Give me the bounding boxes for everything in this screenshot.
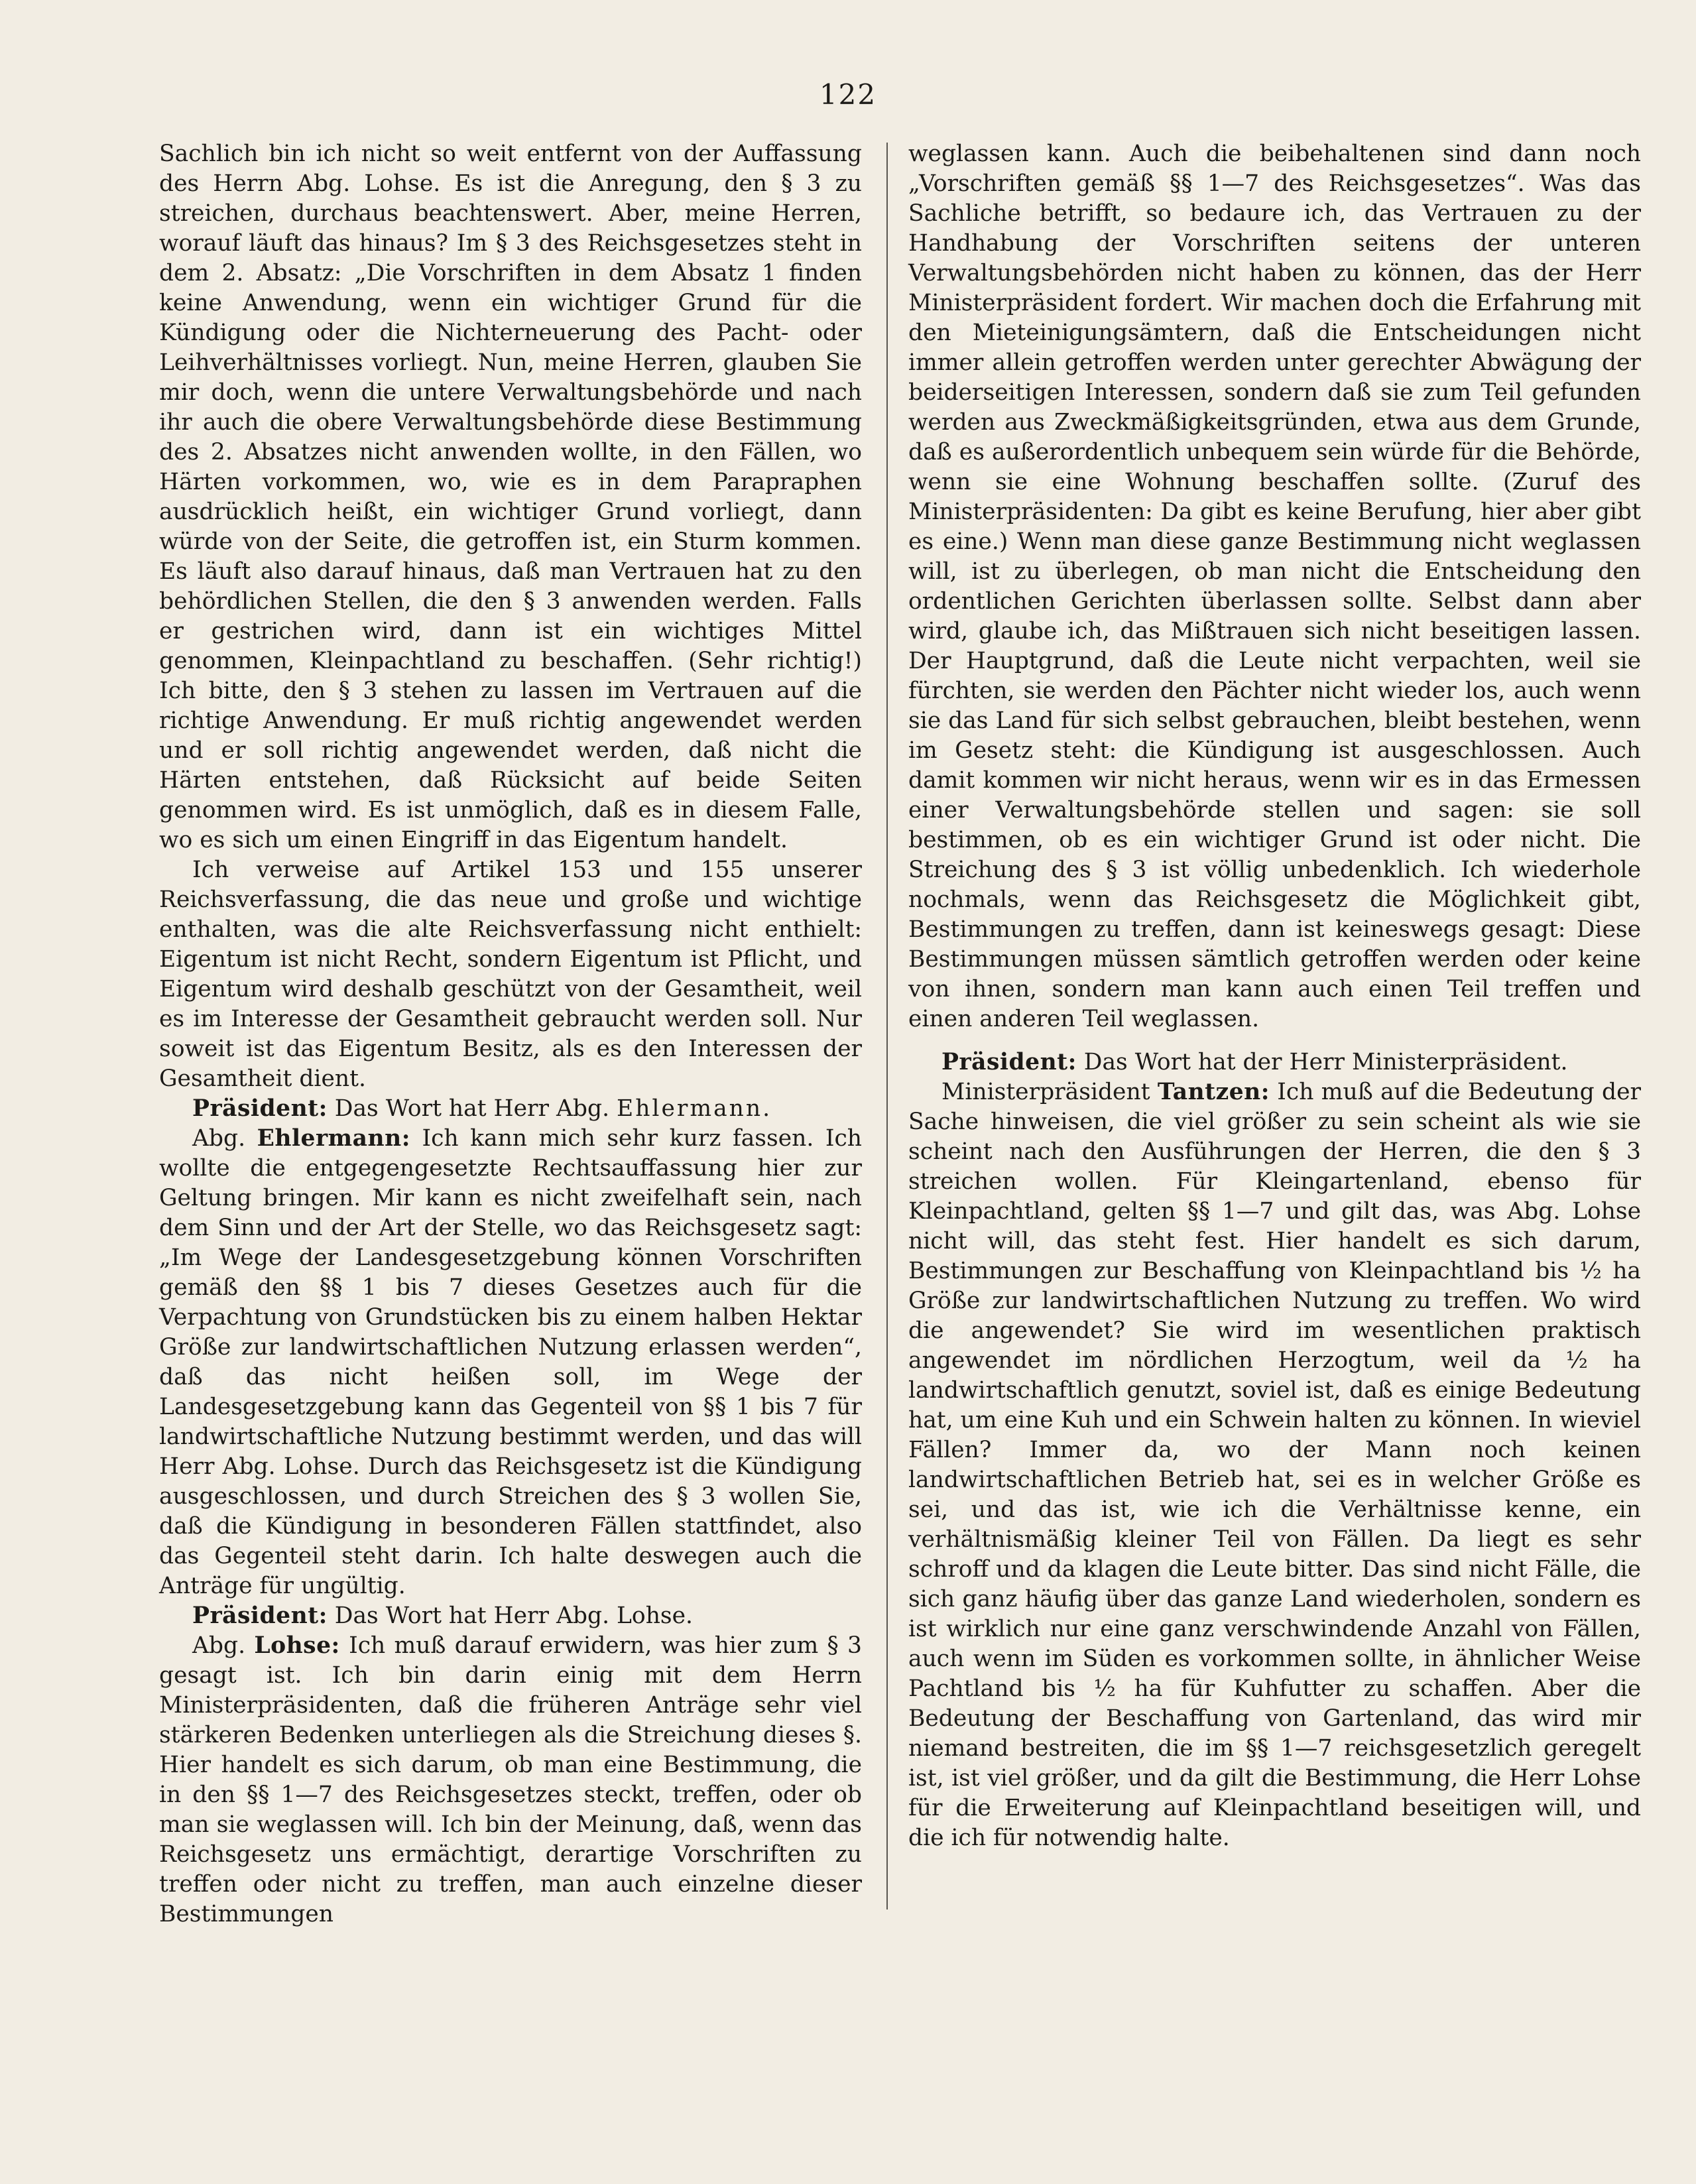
speaker-paragraph — [908, 1048, 1641, 1077]
paragraph: Ich verweise auf Artikel 153 und 155 unserer Reichsverfassung, die das neue und große und wichtige enthalten, was die alte Reichsverfassung nicht enthielt: Eigentum ist nicht Recht, sondern Eigentum ist Pflicht, und Eigentum wird deshalb geschützt von der Gesamtheit, weil es im Interesse der Gesamtheit gebraucht werden soll. Nur soweit ist das Eigentum Besitz, als es den Interessen der Gesamtheit dient. — [159, 857, 862, 1092]
page-number: 122 — [819, 78, 877, 111]
paragraph: weglassen kann. Auch die beibehaltenen sind dann noch „Vorschriften gemäß §§ 1—7 des Reichsgesetzes“. Was das Sachliche betrifft, so bedaure ich, das Vertrauen zu der Handhabung der Vorschriften seitens der unteren Verwaltungsbehörden nicht haben zu können, das der Herr Ministerpräsident fordert. Wir machen doch die Erfahrung mit den Mieteinigungsämtern, daß die Entscheidungen nicht immer allein getroffen werden unter gerechter Abwägung der beiderseitigen Interessen, sondern daß sie zum Teil gefunden werden aus Zweckmäßigkeitsgründen, etwa aus dem Grunde, daß es außerordentlich unbequem sein würde für die Behörde, wenn sie eine Wohnung beschaffen sollte. (Zuruf des Ministerpräsidenten: Da gibt es keine Berufung, hier aber gibt es eine.) Wenn man diese ganze Bestimmung nicht weglassen will, ist zu überlegen, ob man nicht die Entscheidung den ordentlichen Gerichten überlassen sollte. Selbst dann aber wird, glaube ich, das Mißtrauen sich nicht beseitigen lassen. Der Hauptgrund, daß die Leute nicht verpachten, weil sie fürchten, sie werden den Pächter nicht wieder los, auch wenn sie das Land für sich selbst gebrauchen, bleibt bestehen, wenn im Gesetz steht: die Kündigung ist ausgeschlossen. Auch damit kommen wir nicht heraus, wenn wir es in das Ermessen einer Verwaltungsbehörde stellen und sagen: sie soll bestimmen, ob es ein wichtiger Grund ist oder nicht. Die Streichung des § 3 ist völlig unbedenklich. Ich wiederhole nochmals, wenn das Reichsgesetz die Möglichkeit gibt, Bestimmungen zu treffen, dann ist keineswegs gesagt: Diese Bestimmungen müssen sämtlich getroffen werden oder keine von ihnen, sondern man kann auch einen Teil treffen und einen anderen Teil weglassen. — [908, 141, 1641, 1032]
paragraph-text: Das Wort hat Herr Abg. — [327, 1095, 617, 1122]
column-divider — [886, 143, 888, 1910]
speaker-label: Präsident: — [941, 1049, 1077, 1075]
paragraph-text: Ich muß darauf erwidern, was hier zum § 3 gesagt ist. Ich bin darin einig mit dem Herrn Ministerpräsidenten, daß die früheren Anträge sehr viel stärkeren Bedenken unterliegen als die Streichung dieses §. Hier handelt es sich darum, ob man eine Bestimmung, die in den §§ 1—7 des Reichsgesetzes steckt, treffen, oder ob man sie weglassen will. Ich bin der Meinung, daß, wenn das Reichsgesetz uns ermächtigt, derartige Vorschriften zu treffen oder nicht zu treffen, man auch einzelne dieser Bestimmungen — [159, 1632, 862, 1927]
speaker-name: Ehlermann. — [617, 1095, 772, 1122]
speaker-label: Ehlermann: — [257, 1125, 410, 1152]
speaker-label: Präsident: — [192, 1603, 328, 1629]
paragraph: Sachlich bin ich nicht so weit entfernt von der Auffassung des Herrn Abg. Lohse. Es ist die Anregung, den § 3 zu streichen, durchaus beachtenswert. Aber, meine Herren, worauf läuft das hinaus? Im § 3 des Reichsgesetzes steht in dem 2. Absatz: „Die Vorschriften in dem Absatz 1 finden keine Anwendung, wenn ein wichtiger Grund für die Kündigung oder die Nichterneuerung des Pacht- oder Leihverhältnisses vorliegt. Nun, meine Herren, glauben Sie mir doch, wenn die untere Verwaltungsbehörde und nach ihr auch die obere Verwaltungsbehörde diese Bestimmung des 2. Absatzes nicht anwenden wollte, in den Fällen, wo Härten vorkommen, wo, wie es in dem Parapraphen ausdrücklich heißt, ein wichtiger Grund vorliegt, dann würde von der Seite, die getroffen ist, ein Sturm kommen. Es läuft also darauf hinaus, daß man Vertrauen hat zu den behördlichen Stellen, die den § 3 anwenden werden. Falls er gestrichen wird, dann ist ein wichtiges Mittel genommen, Kleinpachtland zu beschaffen. (Sehr richtig!) Ich bitte, den § 3 stehen zu lassen im Vertrauen auf die richtige Anwendung. Er muß richtig angewendet werden und er soll richtig angewendet werden, daß nicht die Härten entstehen, daß Rücksicht auf beide Seiten genommen wird. Es ist unmöglich, daß es in diesem Falle, wo es sich um einen Eingriff in das Eigentum handelt. — [159, 141, 862, 853]
speaker-paragraph — [159, 1601, 862, 1631]
speaker-paragraph — [159, 1631, 862, 1929]
speaker-label: Tantzen: — [1157, 1079, 1270, 1105]
speaker-paragraph — [159, 1124, 862, 1601]
speaker-label: Lohse: — [254, 1632, 340, 1659]
speaker-paragraph — [908, 1077, 1641, 1853]
paragraph-text: Das Wort hat Herr Abg. Lohse. — [327, 1603, 694, 1629]
speaker-prefix: Ministerpräsident — [941, 1079, 1158, 1105]
left-column — [159, 139, 862, 1929]
speaker-prefix: Abg. — [192, 1632, 255, 1659]
paragraph-text: Ich muß auf die Bedeutung der Sache hinweisen, die viel größer zu sein scheint als wie sie scheint nach den Ausführungen der Herren, die den § 3 streichen wollen. Für Kleingartenland, ebenso für Kleinpachtland, gelten §§ 1—7 und gilt das, was Abg. Lohse nicht will, das steht fest. Hier handelt es sich darum, Bestimmungen zur Beschaffung von Kleinpachtland bis ½ ha Größe zur landwirtschaftlichen Nutzung zu treffen. Wo wird die angewendet? Sie wird im wesentlichen praktisch angewendet im nördlichen Herzogtum, weil da ½ ha landwirtschaftlich genutzt, soviel ist, daß es einige Bedeutung hat, um eine Kuh und ein Schwein halten zu können. In wieviel Fällen? Immer da, wo der Mann noch keinen landwirtschaftlichen Betrieb hat, sei es in welcher Größe es sei, und das ist, wie ich die Verhältnisse kenne, ein verhältnismäßig kleiner Teil von Fällen. Da liegt es sehr schroff und da klagen die Leute bitter. Das sind nicht Fälle, die sich ganz häufig über das ganze Land wiederholen, sondern es ist wirklich nur eine ganz verschwindende Anzahl von Fällen, auch wenn im Süden es vorkommen sollte, in ähnlicher Weise Pachtland bis ½ ha für Kuhfutter zu schaffen. Aber die Bedeutung der Beschaffung von Gartenland, das wird mir niemand bestreiten, die im §§ 1—7 reichsgesetzlich geregelt ist, ist viel größer, und da gilt die Bestimmung, die Herr Lohse für die Erweiterung auf Kleinpachtland beseitigen will, und die ich für notwendig halte. — [908, 1079, 1641, 1851]
speaker-paragraph — [159, 1094, 862, 1124]
paragraph-text: Das Wort hat der Herr Ministerpräsident. — [1076, 1049, 1568, 1075]
right-column — [908, 139, 1641, 1853]
speaker-label: Präsident: — [192, 1095, 328, 1122]
paragraph-text: Ich kann mich sehr kurz fassen. Ich wollte die entgegengesetzte Rechtsauffassung hier zur Geltung bringen. Mir kann es nicht zweifelhaft sein, nach dem Sinn und der Art der Stelle, wo das Reichsgesetz sagt: „Im Wege der Landesgesetzgebung können Vorschriften gemäß den §§ 1 bis 7 dieses Gesetzes auch für die Verpachtung von Grundstücken bis zu einem halben Hektar Größe zur landwirtschaftlichen Nutzung erlassen werden“, daß das nicht heißen soll, im Wege der Landesgesetzgebung kann das Gegenteil von §§ 1 bis 7 für landwirtschaftliche Nutzung bestimmt werden, und das will Herr Abg. Lohse. Durch das Reichsgesetz ist die Kündigung ausgeschlossen, und durch Streichen des § 3 wollen Sie, daß die Kündigung in besonderen Fällen stattfindet, also das Gegenteil steht darin. Ich halte deswegen auch die Anträge für ungültig. — [159, 1125, 862, 1599]
speaker-prefix: Abg. — [192, 1125, 257, 1152]
